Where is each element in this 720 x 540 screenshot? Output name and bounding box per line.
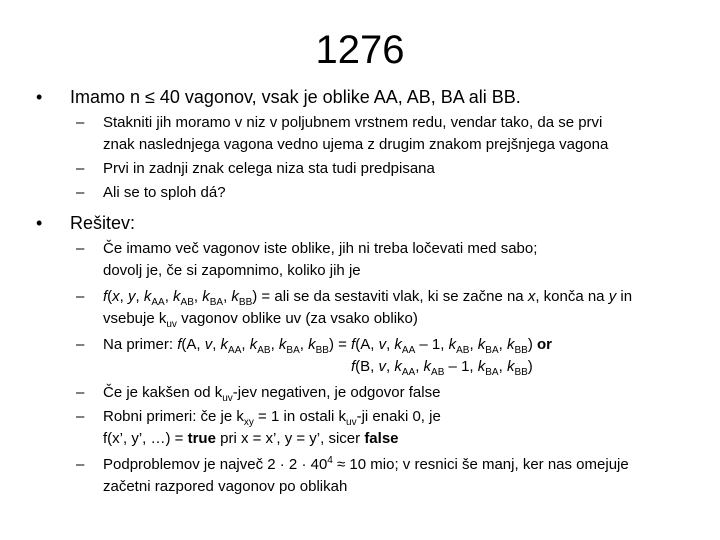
sub-text-line: dovolj je, če si zapomnimo, koliko jih je	[103, 262, 361, 279]
sub-text: vagonov oblike uv (za vsako obliko)	[176, 310, 418, 327]
bullet-2-text: Rešitev:	[70, 213, 136, 233]
sub-text-line: Stakniti jih moramo v niz v poljubnem vrstnem redu, vendar tako, da se prvi	[103, 114, 603, 131]
sub-text: pri x = x’, y = y’, sicer	[215, 430, 365, 447]
dash-icon: –	[76, 114, 85, 131]
sub-text-line: začetni razpored vagonov po oblikah	[103, 478, 348, 495]
formula-line: Na primer: f(A, v, $k_{AA}$, $k_{AB}$, $k_{BA}$, $k_{BB}) = f(A$, v, $k_{AA} - 1$, $k_{AB}$, $k_{BA}$, $k_{BB}$) or	[103, 336, 552, 356]
sub-text: uv	[166, 319, 177, 330]
bullet-1-text: Imamo n ≤ 40 vagonov, vsak je oblike AA, AB, BA ali BB.	[70, 87, 521, 107]
sub-text: -jev negativen, je odgovor false	[232, 384, 441, 401]
bullet-icon: •	[36, 213, 43, 233]
sub-text-line: Če imamo več vagonov iste oblike, jih ni treba ločevati med sabo;	[103, 240, 538, 257]
dash-icon: –	[76, 408, 85, 425]
sub-text: uv	[346, 417, 357, 428]
dash-icon: –	[76, 336, 85, 353]
dash-icon: –	[76, 384, 85, 401]
sub-text: vsebuje k	[103, 310, 167, 327]
sub-text: 4	[327, 455, 333, 466]
slide-title: 1276	[315, 28, 405, 72]
sub-text: Robni primeri: če je k	[103, 408, 244, 425]
dash-icon: –	[76, 240, 85, 257]
bullet-icon: •	[36, 87, 43, 107]
sub-text-line: Ali se to sploh dá?	[103, 184, 226, 201]
formula-line: f(B, v, $k_{AA}$, $k_{AB} - 1$, $k_{BA}$, $k_{BB}$)	[351, 358, 533, 378]
sub-text: uv	[222, 393, 233, 404]
dash-icon: –	[76, 288, 85, 305]
sub-text: false	[364, 430, 399, 447]
sub-text: ≈ 10 mio; v resnici še manj, ker nas omejuje	[332, 456, 629, 473]
dash-icon: –	[76, 160, 85, 177]
sub-text: -ji enaki 0, je	[356, 408, 441, 425]
sub-text: Če je kakšen od k	[103, 384, 223, 401]
sub-text-line: znak naslednjega vagona vedno ujema z drugim znakom prejšnjega vagona	[103, 136, 609, 153]
dash-icon: –	[76, 184, 85, 201]
sub-text-line: Prvi in zadnji znak celega niza sta tudi predpisana	[103, 160, 435, 177]
dash-icon: –	[76, 456, 85, 473]
formula-line: f(x, y, $k_{AA}$, $k_{AB}$, $k_{BA}$, $k_{BB}$) = ali se da sestaviti vlak, ki se začne na x, konča na y in	[103, 288, 633, 308]
sub-text: true	[187, 430, 216, 447]
sub-text: = 1 in ostali k	[253, 408, 347, 425]
sub-text: f(x’, y’, …) =	[103, 430, 188, 447]
sub-text: xy	[243, 417, 254, 428]
sub-text: Podproblemov je največ 2 · 2 · 40	[103, 456, 328, 473]
